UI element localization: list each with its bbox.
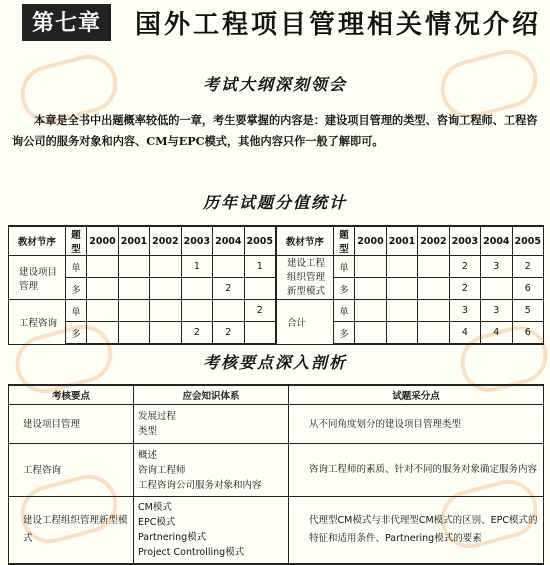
table-row <box>9 256 544 278</box>
score-cell <box>181 278 212 300</box>
score-cell: 6 <box>512 322 543 345</box>
question-type: 多 <box>65 278 87 300</box>
score-cell: 2 <box>244 300 276 322</box>
score-cell <box>150 278 181 300</box>
knowledge-item: 咨询工程师 <box>138 464 186 476</box>
section-title-keypoints: 考核要点深入剖析 <box>202 353 347 372</box>
section-name: 合计 <box>276 300 333 345</box>
knowledge-item: 类型 <box>138 426 158 437</box>
table-row <box>9 300 544 322</box>
knowledge-cell <box>134 405 289 444</box>
table-row <box>9 405 544 444</box>
score-cell <box>355 278 386 300</box>
score-cell: 2 <box>449 256 480 278</box>
score-point: 咨询工程师的素质、针对不同的服务对象确定服务内容 <box>289 444 544 497</box>
section-name: 工程咨询 <box>9 300 66 345</box>
score-cell <box>386 300 417 322</box>
score-cell <box>150 256 181 278</box>
score-cell <box>87 278 118 300</box>
question-type: 多 <box>333 322 355 345</box>
key-points-table <box>8 384 544 565</box>
knowledge-cell <box>134 497 289 565</box>
score-cell <box>118 300 149 322</box>
score-cell <box>87 300 118 322</box>
score-cell: 1 <box>181 256 212 278</box>
col-header-year: 2002 <box>418 226 449 256</box>
score-cell: 3 <box>449 300 480 322</box>
score-cell: 5 <box>512 300 543 322</box>
knowledge-item: 概述 <box>138 449 158 461</box>
score-cell <box>150 300 181 322</box>
knowledge-cell <box>134 444 289 497</box>
score-cell: 3 <box>481 300 512 322</box>
knowledge-item: 工程咨询公司服务对象和内容 <box>138 479 262 491</box>
key-point: 建设项目管理 <box>9 405 134 444</box>
table-header-row <box>9 226 544 256</box>
col-header-type: 题型 <box>65 226 87 256</box>
col-header-year: 2001 <box>386 226 417 256</box>
question-type: 单 <box>65 300 87 322</box>
section-title-outline: 考试大纲深刻领会 <box>202 75 347 94</box>
chapter-title: 国外工程项目管理相关情况介绍 <box>135 9 542 40</box>
question-type: 多 <box>333 278 355 300</box>
score-cell <box>118 278 149 300</box>
score-cell: 2 <box>181 322 212 345</box>
score-cell <box>418 300 449 322</box>
score-cell <box>118 256 149 278</box>
section-name: 建设项目管理 <box>9 256 66 300</box>
score-cell: 4 <box>449 322 480 345</box>
score-cell: 2 <box>213 322 244 345</box>
key-point: 建设工程组织管理新型模式 <box>9 497 134 565</box>
section-name: 建设工程组织管理新型模式 <box>276 256 333 300</box>
score-cell: 2 <box>512 256 543 278</box>
col-header-year: 2004 <box>213 226 244 256</box>
col-header-year: 2003 <box>449 226 480 256</box>
score-cell <box>418 278 449 300</box>
question-type: 多 <box>65 322 87 345</box>
col-header-year: 2000 <box>355 226 386 256</box>
chapter-header <box>0 0 550 44</box>
score-point: 代理型CM模式与非代理型CM模式的区别、EPC模式的特征和适用条件、Partnering模式的要素 <box>289 497 544 565</box>
score-cell <box>213 256 244 278</box>
knowledge-item: EPC模式 <box>138 517 176 528</box>
score-cell <box>386 256 417 278</box>
score-cell: 1 <box>244 256 276 278</box>
intro-paragraph: 本章是全书中出题概率较低的一章，考生要掌握的内容是：建设项目管理的类型、咨询工程师、工程咨询公司的服务对象和内容、CM与EPC模式，其他内容只作一般了解即可。 <box>12 113 538 148</box>
col-header-point: 考核要点 <box>9 385 134 405</box>
score-cell <box>418 256 449 278</box>
score-cell: 6 <box>512 278 543 300</box>
score-cell: 2 <box>213 278 244 300</box>
score-cell <box>87 256 118 278</box>
question-type: 单 <box>333 300 355 322</box>
col-header-score: 试题采分点 <box>289 385 544 405</box>
score-cell <box>181 300 212 322</box>
score-cell <box>244 322 276 345</box>
chapter-number: 第七章 <box>22 4 111 41</box>
score-cell: 3 <box>481 256 512 278</box>
table-row <box>9 444 544 497</box>
score-point: 从不同角度划分的建设项目管理类型 <box>289 405 544 444</box>
col-header-section: 教材节序 <box>276 226 333 256</box>
col-header-year: 2002 <box>150 226 181 256</box>
table-row <box>9 497 544 565</box>
score-cell <box>355 322 386 345</box>
col-header-year: 2003 <box>181 226 212 256</box>
score-cell <box>355 256 386 278</box>
score-cell: 4 <box>481 322 512 345</box>
score-cell <box>118 322 149 345</box>
score-cell <box>386 322 417 345</box>
score-cell: 2 <box>449 278 480 300</box>
knowledge-item: CM模式 <box>138 502 172 513</box>
score-cell <box>244 278 276 300</box>
score-stats-table <box>8 225 544 345</box>
question-type: 单 <box>65 256 87 278</box>
score-cell <box>481 278 512 300</box>
section-title-stats: 历年试题分值统计 <box>202 193 347 212</box>
score-cell <box>355 300 386 322</box>
knowledge-item: Project Controlling模式 <box>138 547 245 558</box>
score-cell <box>213 300 244 322</box>
knowledge-item: 发展过程 <box>138 411 177 422</box>
col-header-year: 2005 <box>244 226 276 256</box>
key-point: 工程咨询 <box>9 444 134 497</box>
score-cell <box>418 322 449 345</box>
knowledge-item: Partnering模式 <box>138 532 207 543</box>
col-header-type: 题型 <box>333 226 355 256</box>
score-cell <box>87 322 118 345</box>
col-header-knowledge: 应会知识体系 <box>134 385 289 405</box>
col-header-year: 2004 <box>481 226 512 256</box>
col-header-section: 教材节序 <box>9 226 66 256</box>
col-header-year: 2000 <box>87 226 118 256</box>
col-header-year: 2001 <box>118 226 149 256</box>
table-header-row <box>9 385 544 405</box>
question-type: 单 <box>333 256 355 278</box>
score-cell <box>150 322 181 345</box>
col-header-year: 2005 <box>512 226 543 256</box>
score-cell <box>386 278 417 300</box>
